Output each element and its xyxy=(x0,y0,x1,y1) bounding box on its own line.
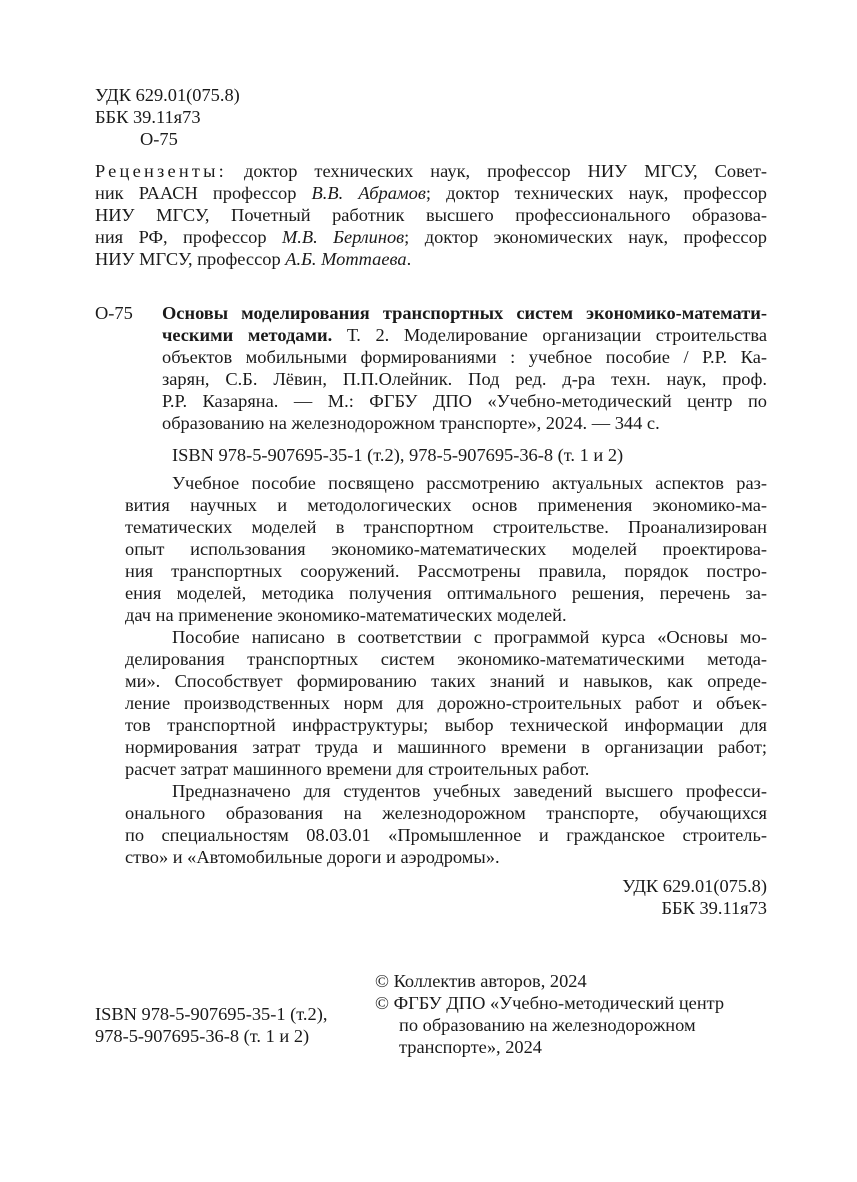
author-mark: О-75 xyxy=(140,129,178,149)
classification-codes xyxy=(95,84,395,150)
catalog-line: объектов мобильными формированиями : учебное пособие / Р.Р. Ка- xyxy=(162,347,767,367)
abstract-paragraph: Учебное пособие посвящено рассмотрению актуальных аспектов раз- вития научных и методологических основ применения экономико-ма- тематических моделей в транспортном строительстве. Проанализирован опыт использования экономико-математических моделей проектирова- ния транспортных сооружений. Рассмотрены правила, порядок постро- ения моделей, методика получения оптимального решения, перечень за- дач на применение экономико-математических моделей. xyxy=(125,473,767,625)
reviewer-name: В.В. Абрамов xyxy=(311,183,426,203)
udk-code: УДК 629.01(075.8) xyxy=(95,85,240,105)
reviewers-line: ник РААСН профессор В.В. Абрамов; доктор технических наук, профессор xyxy=(95,183,767,203)
footer-classification-codes xyxy=(622,875,767,919)
reviewers-line: ния РФ, профессор М.В. Берлинов; доктор экономических наук, профессор xyxy=(95,227,767,247)
reviewer-name: М.В. Берлинов xyxy=(281,227,405,247)
catalog-line: ческими методами. Т. 2. Моделирование организации строительства xyxy=(162,325,767,345)
catalog-author-mark: О-75 xyxy=(95,303,133,323)
reviewer-name: А.Б. Моттаева xyxy=(285,249,407,269)
reviewers-block xyxy=(95,160,767,270)
copyright-notice: © Коллектив авторов, 2024 © ФГБУ ДПО «Учебно-методический центр по образованию на железнодорожном транспорте», 2024 xyxy=(375,971,725,1057)
catalog-line: образованию на железнодорожном транспорте», 2024. — 344 с. xyxy=(162,413,660,433)
isbn-line: ISBN 978-5-907695-35-1 (т.2), 978-5-907695-36-8 (т. 1 и 2) xyxy=(172,445,624,465)
abstract xyxy=(125,472,767,868)
abstract-paragraph: Предназначено для студентов учебных заведений высшего професси- онального образования на железнодорожном транспорте, обучающихся по специальностям 08.03.01 «Промышленное и гражданское строитель- ство» и «Автомобильные дороги и аэродромы». xyxy=(125,781,767,867)
footer-udk: УДК 629.01(075.8) xyxy=(622,876,767,896)
bibliographic-entry xyxy=(162,302,767,434)
abstract-paragraph: Пособие написано в соответствии с программой курса «Основы мо- делирования транспортных систем экономико-математическими метода- ми». Способствует формированию таких знаний и навыков, как опреде- ление производственных норм для дорожно-строительных работ и объек- тов транспортной инфраструктуры; выбор технической информации для нормирования затрат труда и машинного времени в организации работ; расчет затрат машинного времени для строительных работ. xyxy=(125,627,767,779)
catalog-line: Р.Р. Казаряна. — М.: ФГБУ ДПО «Учебно-методический центр по xyxy=(162,391,767,411)
isbn-bottom: ISBN 978-5-907695-35-1 (т.2), 978-5-907695-36-8 (т. 1 и 2) xyxy=(95,1004,328,1046)
reviewers-label: Рецензенты: xyxy=(95,161,227,181)
footer-bbk: ББК 39.11я73 xyxy=(661,898,767,918)
reviewers-line: НИУ МГСУ, профессор А.Б. Моттаева. xyxy=(95,249,412,269)
bbk-code: ББК 39.11я73 xyxy=(95,107,201,127)
catalog-line: зарян, С.Б. Лёвин, П.П.Олейник. Под ред. д-ра техн. наук, проф. xyxy=(162,369,767,389)
reviewers-line: НИУ МГСУ, Почетный работник высшего профессионального образова- xyxy=(95,205,767,225)
book-title: Основы моделирования транспортных систем экономико-математи- xyxy=(162,303,767,323)
reviewers-line: Рецензенты: доктор технических наук, профессор НИУ МГСУ, Совет- xyxy=(95,161,767,181)
book-title-end: ческими методами. xyxy=(162,325,333,345)
